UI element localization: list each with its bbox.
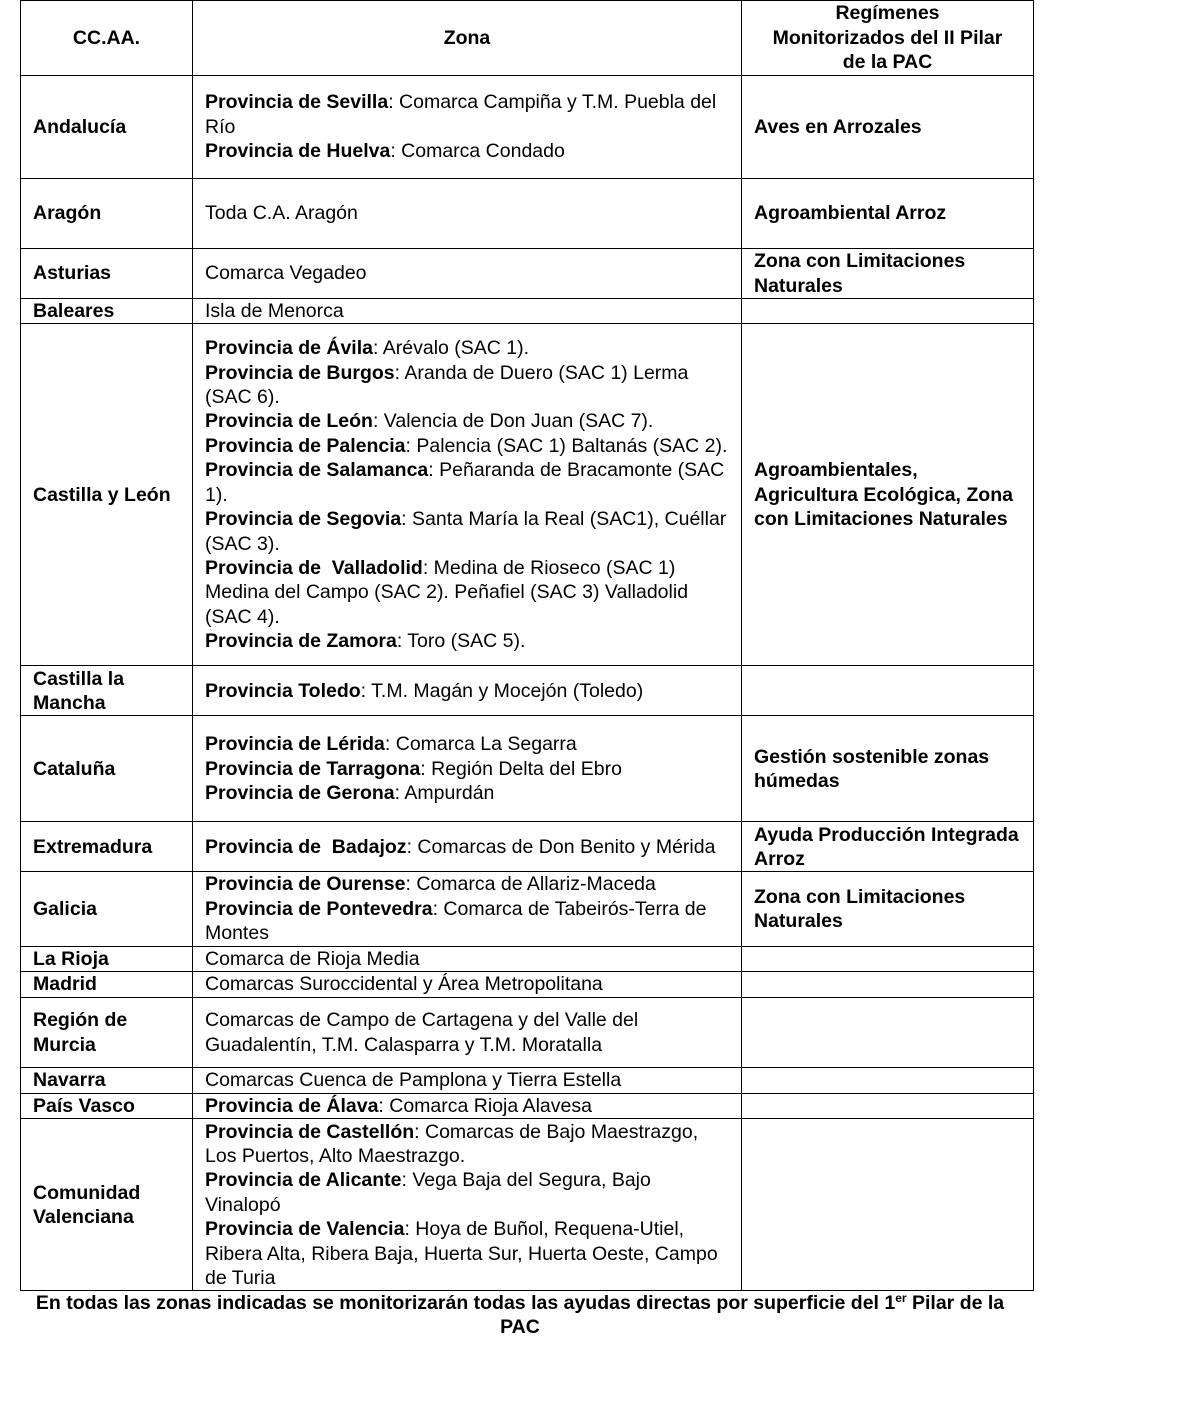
zona-detalle: Isla de Menorca <box>205 300 344 322</box>
zona-detalle: : Comarca Condado <box>390 140 565 163</box>
cell-regimenes <box>742 299 1034 324</box>
cell-ccaa: Galicia <box>21 872 193 946</box>
cell-zona <box>193 946 742 971</box>
cell-zona <box>193 249 742 299</box>
zonas-monitorizadas-table <box>20 0 1034 1291</box>
zona-detalle: : Vega Baja del Segura, Bajo Vinalopó <box>205 1169 651 1216</box>
cell-ccaa: País Vasco <box>21 1094 193 1119</box>
cell-zona <box>193 76 742 179</box>
zona-entry <box>205 361 729 410</box>
zona-provincia: Provincia de León <box>205 410 373 433</box>
zona-entry <box>205 781 729 805</box>
table-row <box>21 872 1034 946</box>
zona-provincia: Provincia de Castellón <box>205 1120 415 1143</box>
zona-provincia: Provincia de Valencia <box>205 1218 405 1241</box>
cell-regimenes: Aves en Arrozales <box>742 76 1034 179</box>
zona-entry <box>205 90 729 139</box>
zona-detalle: : Comarca de Allariz-Maceda <box>405 873 656 896</box>
cell-regimenes: Agroambiental Arroz <box>742 179 1034 249</box>
cell-regimenes <box>742 1119 1034 1291</box>
cell-ccaa: Asturias <box>21 249 193 299</box>
table-row <box>21 998 1034 1068</box>
zona-entry <box>205 434 729 458</box>
header-zona: Zona <box>193 1 742 76</box>
zona-detalle: Comarcas Cuenca de Pamplona y Tierra Estella <box>205 1069 622 1092</box>
cell-ccaa: Comunidad Valenciana <box>21 1119 193 1291</box>
cell-zona <box>193 179 742 249</box>
cell-regimenes: Zona con Limitaciones Naturales <box>742 872 1034 946</box>
header-ccaa: CC.AA. <box>21 1 193 76</box>
cell-zona <box>193 716 742 822</box>
zona-detalle: : Toro (SAC 5). <box>396 630 526 653</box>
table-row <box>21 946 1034 971</box>
zona-entry <box>205 629 729 653</box>
zona-entry <box>205 507 729 556</box>
zona-detalle: : Comarca Campiña y T.M. Puebla del Río <box>205 91 717 138</box>
table-header-row <box>21 1 1034 76</box>
zona-provincia: Provincia de Zamora <box>205 630 397 653</box>
zona-detalle: : Peñaranda de Bracamonte (SAC 1). <box>205 459 725 506</box>
cell-ccaa: Baleares <box>21 299 193 324</box>
zona-entry <box>205 336 729 360</box>
cell-regimenes <box>742 666 1034 716</box>
cell-zona <box>193 1068 742 1094</box>
zona-entry <box>205 679 729 703</box>
table-row <box>21 972 1034 998</box>
cell-regimenes <box>742 998 1034 1068</box>
zona-entry <box>205 409 729 433</box>
zona-provincia: Provincia de Alicante <box>205 1169 402 1192</box>
zona-entry <box>205 458 729 507</box>
table-row <box>21 1094 1034 1119</box>
zona-provincia: Provincia de Lérida <box>205 733 385 756</box>
table-row <box>21 1119 1034 1291</box>
zona-provincia: Provincia Toledo <box>205 679 361 702</box>
zona-provincia: Provincia de Pontevedra <box>205 897 433 920</box>
table-row <box>21 299 1034 324</box>
footer-text: En todas las zonas indicadas se monitorizarán todas las ayudas directas por superficie del 1 <box>35 1292 896 1314</box>
table-row <box>21 716 1034 822</box>
zona-provincia: Provincia de Valladolid <box>205 556 423 579</box>
header-regimenes: Regímenes Monitorizados del II Pilar de la PAC <box>742 1 1034 76</box>
footer-superscript: er <box>895 1291 907 1305</box>
zona-entry <box>205 1008 729 1057</box>
zona-entry <box>205 556 729 629</box>
cell-zona <box>193 324 742 666</box>
cell-ccaa: Extremadura <box>21 822 193 872</box>
table-row <box>21 324 1034 666</box>
cell-ccaa: Cataluña <box>21 716 193 822</box>
zona-provincia: Provincia de Tarragona <box>205 757 421 780</box>
cell-zona <box>193 998 742 1068</box>
zona-entry <box>205 897 729 946</box>
zona-detalle: Comarcas de Campo de Cartagena y del Valle del Guadalentín, T.M. Calasparra y T.M. Moratalla <box>205 1009 639 1056</box>
cell-regimenes: Gestión sostenible zonas húmedas <box>742 716 1034 822</box>
zona-entry <box>205 972 729 996</box>
cell-zona <box>193 972 742 998</box>
zona-provincia: Provincia de Salamanca <box>205 459 429 482</box>
cell-regimenes: Ayuda Producción Integrada Arroz <box>742 822 1034 872</box>
table-row <box>21 666 1034 716</box>
cell-zona <box>193 1119 742 1291</box>
cell-regimenes <box>742 1068 1034 1094</box>
zona-provincia: Provincia de Palencia <box>205 434 406 457</box>
zona-provincia: Provincia de Gerona <box>205 782 395 805</box>
zona-detalle: : Comarcas de Don Benito y Mérida <box>406 835 716 858</box>
zona-entry <box>205 835 729 859</box>
cell-regimenes <box>742 1094 1034 1119</box>
zona-entry <box>205 1120 729 1169</box>
cell-ccaa: La Rioja <box>21 946 193 971</box>
zona-detalle: : Medina de Rioseco (SAC 1) Medina del Campo (SAC 2). Peñafiel (SAC 3) Valladolid (SAC 4). <box>205 556 689 628</box>
zona-entry <box>205 1168 729 1217</box>
zona-provincia: Provincia de Sevilla <box>205 91 389 114</box>
zona-detalle: : Palencia (SAC 1) Baltanás (SAC 2). <box>405 434 728 457</box>
cell-zona <box>193 872 742 946</box>
footer-note <box>20 1291 1020 1340</box>
zona-detalle: Comarca Vegadeo <box>205 262 367 285</box>
zona-detalle: : Aranda de Duero (SAC 1) Lerma (SAC 6). <box>205 361 689 409</box>
table-row <box>21 822 1034 872</box>
zona-entry <box>205 947 729 971</box>
zona-provincia: Provincia de Álava <box>205 1095 379 1118</box>
zona-entry <box>205 1094 729 1118</box>
cell-ccaa: Madrid <box>21 972 193 998</box>
zona-detalle: : Santa María la Real (SAC1), Cuéllar (SAC 3). <box>205 508 727 555</box>
zona-detalle: : Comarca Rioja Alavesa <box>378 1095 592 1118</box>
cell-regimenes: Agroambientales, Agricultura Ecológica, Zona con Limitaciones Naturales <box>742 324 1034 666</box>
zona-detalle: : Ampurdán <box>394 782 495 805</box>
cell-ccaa: Castilla y León <box>21 324 193 666</box>
zona-detalle: : Valencia de Don Juan (SAC 7). <box>372 410 654 433</box>
footer-text-end: Pilar de la PAC <box>500 1292 1005 1339</box>
zona-entry <box>205 201 729 225</box>
cell-ccaa: Andalucía <box>21 76 193 179</box>
zona-entry <box>205 1217 729 1290</box>
zona-entry <box>205 1068 729 1092</box>
zona-detalle: : Comarca La Segarra <box>384 733 577 756</box>
cell-regimenes <box>742 946 1034 971</box>
zona-detalle: : Región Delta del Ebro <box>420 757 622 780</box>
table-row <box>21 1068 1034 1094</box>
table-row <box>21 249 1034 299</box>
cell-zona <box>193 1094 742 1119</box>
zona-detalle: Comarcas Suroccidental y Área Metropolitana <box>205 973 603 996</box>
cell-zona <box>193 299 742 324</box>
cell-ccaa: Castilla la Mancha <box>21 666 193 716</box>
zona-detalle: : Hoya de Buñol, Requena-Utiel, Ribera Alta, Ribera Baja, Huerta Sur, Huerta Oeste, Campo de Turia <box>205 1218 718 1289</box>
zona-detalle: : Comarca de Tabeirós-Terra de Montes <box>205 897 707 945</box>
cell-regimenes: Zona con Limitaciones Naturales <box>742 249 1034 299</box>
zona-detalle: : Comarcas de Bajo Maestrazgo, Los Puertos, Alto Maestrazgo. <box>205 1120 699 1167</box>
zona-provincia: Provincia de Segovia <box>205 508 402 531</box>
zona-entry <box>205 261 729 285</box>
zona-provincia: Provincia de Badajoz <box>205 835 407 858</box>
cell-zona <box>193 822 742 872</box>
cell-ccaa: Región de Murcia <box>21 998 193 1068</box>
cell-ccaa: Navarra <box>21 1068 193 1094</box>
zona-entry <box>205 757 729 781</box>
zona-detalle: Comarca de Rioja Media <box>205 947 420 970</box>
zona-entry <box>205 732 729 756</box>
cell-ccaa: Aragón <box>21 179 193 249</box>
zona-provincia: Provincia de Ávila <box>205 337 373 360</box>
zona-entry <box>205 139 729 163</box>
cell-regimenes <box>742 972 1034 998</box>
table-row <box>21 76 1034 179</box>
zona-provincia: Provincia de Ourense <box>205 873 406 896</box>
cell-zona <box>193 666 742 716</box>
zona-entry <box>205 299 729 323</box>
zona-detalle: Toda C.A. Aragón <box>205 202 358 225</box>
zona-provincia: Provincia de Burgos <box>205 361 395 384</box>
zona-entry <box>205 872 729 896</box>
zona-provincia: Provincia de Huelva <box>205 140 391 163</box>
zona-detalle: : T.M. Magán y Mocejón (Toledo) <box>360 679 644 702</box>
table-row <box>21 179 1034 249</box>
zona-detalle: : Arévalo (SAC 1). <box>373 337 530 360</box>
